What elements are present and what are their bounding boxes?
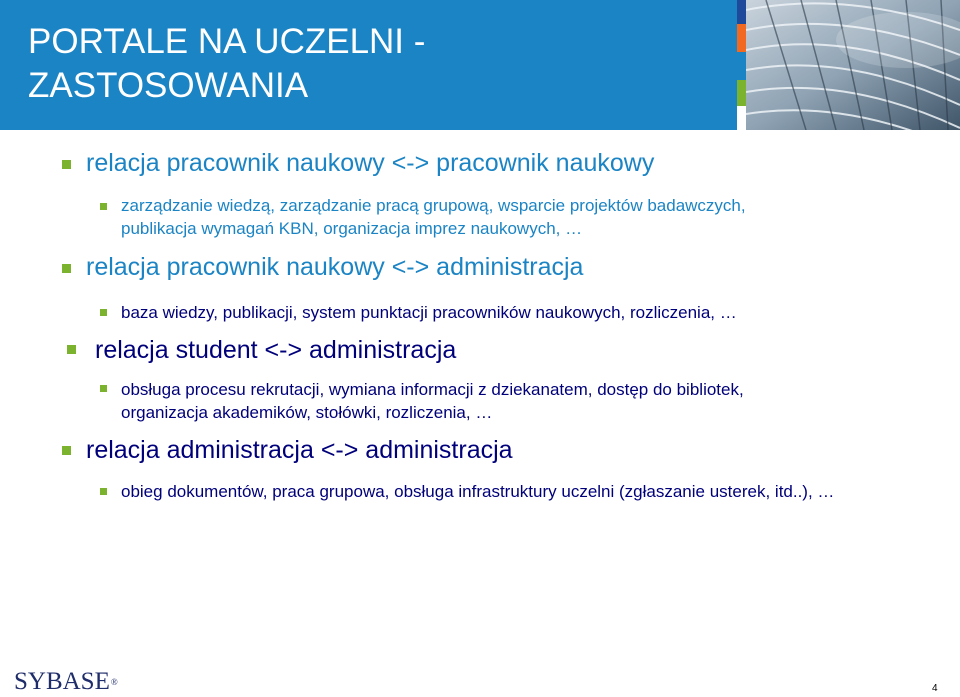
heading-1: relacja pracownik naukowy <-> pracownik naukowy bbox=[86, 149, 655, 177]
page-number: 4 bbox=[932, 683, 938, 694]
color-stripe-orange bbox=[737, 24, 746, 52]
heading-4: relacja administracja <-> administracja bbox=[86, 436, 513, 464]
detail-4: obieg dokumentów, praca grupowa, obsługa infrastruktury uczelni (zgłaszanie usterek, itd..), … bbox=[121, 482, 835, 501]
sybase-logo bbox=[14, 668, 118, 696]
bullet-1 bbox=[62, 160, 71, 169]
detail-1: zarządzanie wiedzą, zarządzanie pracą grupową, wsparcie projektów badawczych, publikacja wymagań KBN, organizacja imprez naukowych, … bbox=[121, 196, 746, 238]
sub-bullet-4 bbox=[100, 488, 107, 495]
slide-title-line-1: PORTALE NA UCZELNI - bbox=[28, 22, 426, 61]
bullet-4 bbox=[62, 446, 71, 455]
sybase-logo-text: SYBASE bbox=[14, 668, 110, 695]
architecture-photo bbox=[746, 0, 960, 130]
bullet-3 bbox=[67, 345, 76, 354]
color-stripe-white bbox=[737, 106, 746, 130]
color-stripe-blue bbox=[737, 52, 746, 80]
detail-3: obsługa procesu rekrutacji, wymiana informacji z dziekanatem, dostęp do bibliotek, organizacja akademików, stołówki, rozliczenia, … bbox=[121, 380, 744, 422]
sub-bullet-2 bbox=[100, 309, 107, 316]
bullet-2 bbox=[62, 264, 71, 273]
glass-roof-image bbox=[746, 0, 960, 130]
sub-bullet-1 bbox=[100, 203, 107, 210]
slide-title-line-2: ZASTOSOWANIA bbox=[28, 66, 309, 105]
slide-title bbox=[28, 20, 718, 108]
detail-2: baza wiedzy, publikacji, system punktacji pracowników naukowych, rozliczenia, … bbox=[121, 303, 737, 322]
registered-mark: ® bbox=[110, 677, 118, 687]
color-stripe-green bbox=[737, 80, 746, 106]
heading-2: relacja pracownik naukowy <-> administracja bbox=[86, 253, 584, 281]
heading-3: relacja student <-> administracja bbox=[95, 336, 457, 364]
sub-bullet-3 bbox=[100, 385, 107, 392]
color-stripe-navy bbox=[737, 0, 746, 24]
